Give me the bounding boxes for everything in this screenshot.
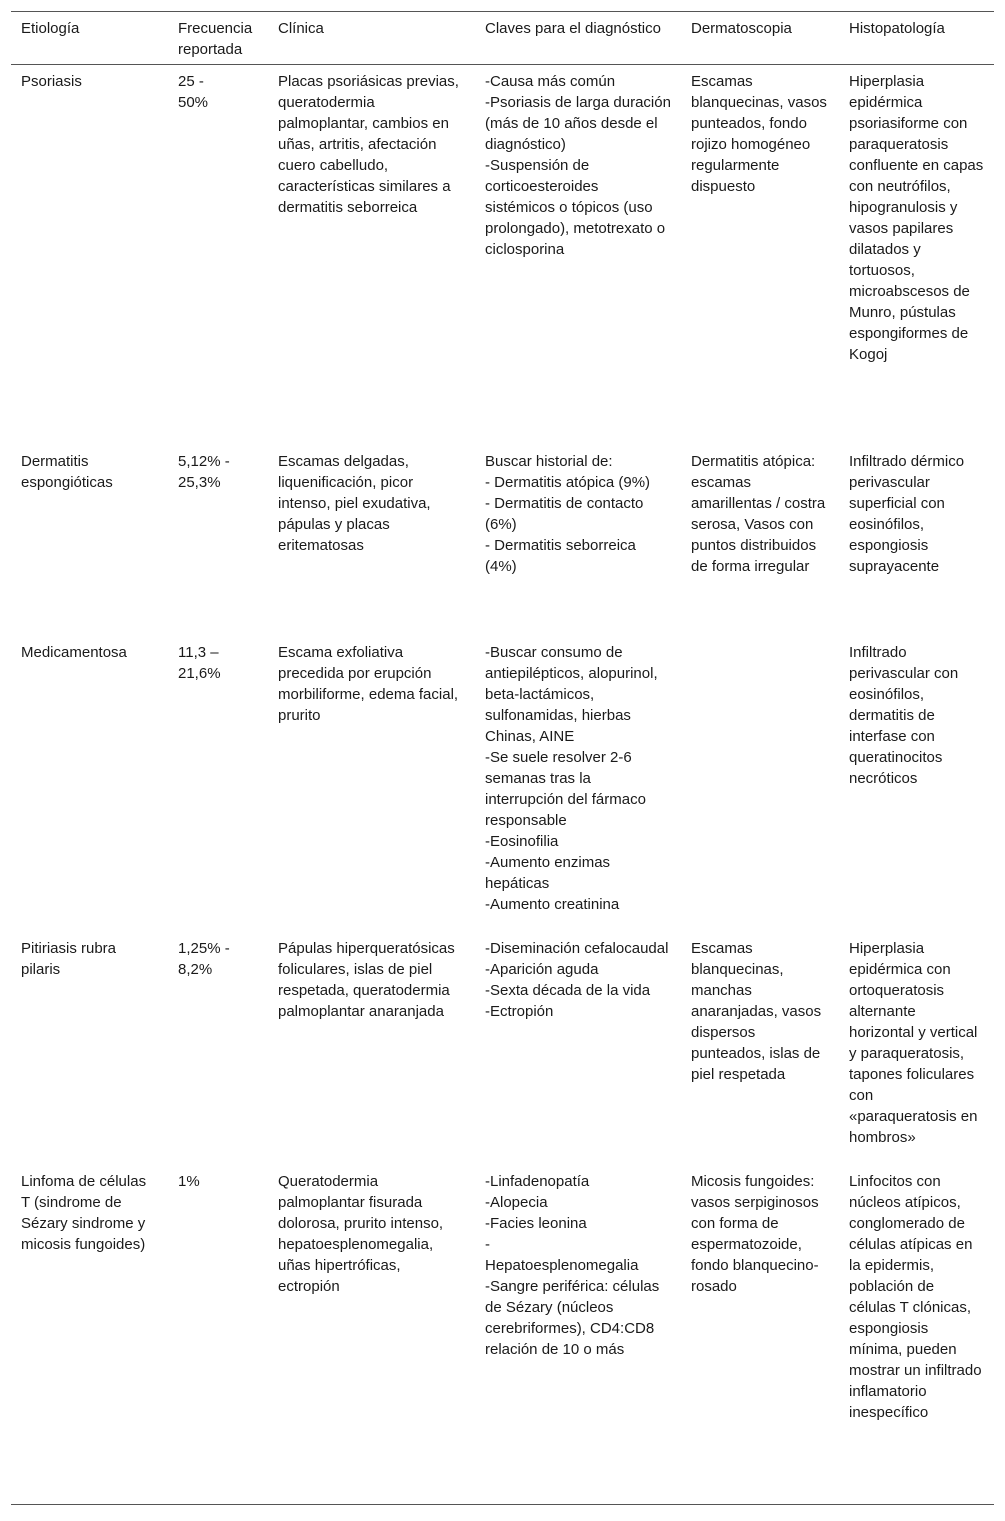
cell-frecuencia: 1,25% - 8,2% xyxy=(168,932,268,1165)
cell-claves: -Buscar consumo de antiepilépticos, alopurinol, beta-lactámicos, sulfonamidas, hierbas Chinas, AINE -Se suele resolver 2-6 semanas tras la interrupción del fármaco responsable -Eosinofilia -Aumento enzimas hepáticas -Aumento creatinina xyxy=(475,636,681,932)
header-row xyxy=(11,12,994,65)
etiology-table xyxy=(11,11,994,1505)
cell-claves: -Linfadenopatía -Alopecia -Facies leonina - Hepatoesplenomegalia -Sangre periférica: células de Sézary (núcleos cerebriformes), CD4:CD8 relación de 10 o más xyxy=(475,1165,681,1505)
cell-etiologia: Dermatitis espongióticas xyxy=(11,445,168,636)
cell-clinica: Pápulas hiperqueratósicas foliculares, islas de piel respetada, queratodermia palmoplantar anaranjada xyxy=(268,932,475,1165)
cell-dermatoscopia: Micosis fungoides: vasos serpiginosos con forma de espermatozoide, fondo blanquecino-rosado xyxy=(681,1165,839,1505)
cell-histopatologia: Hiperplasia epidérmica psoriasiforme con paraqueratosis confluente en capas con neutrófilos, hipogranulosis y vasos papilares dilatados y tortuosos, microabscesos de Munro, pústulas espongiformes de Kogoj xyxy=(839,65,994,445)
cell-frecuencia: 25 - 50% xyxy=(168,65,268,445)
table-header xyxy=(11,12,994,65)
cell-dermatoscopia: Escamas blanquecinas, manchas anaranjadas, vasos dispersos punteados, islas de piel respetada xyxy=(681,932,839,1165)
cell-etiologia: Pitiriasis rubra pilaris xyxy=(11,932,168,1165)
header-frecuencia: Frecuencia reportada xyxy=(178,20,253,58)
table-row xyxy=(11,445,994,636)
table-row xyxy=(11,65,994,445)
cell-frecuencia: 1% xyxy=(168,1165,268,1505)
table-body xyxy=(11,65,994,1505)
cell-claves: Buscar historial de: - Dermatitis atópica (9%) - Dermatitis de contacto (6%) - Dermatitis seborreica (4%) xyxy=(475,445,681,636)
cell-frecuencia: 11,3 – 21,6% xyxy=(168,636,268,932)
cell-histopatologia: Infiltrado dérmico perivascular superficial con eosinófilos, espongiosis suprayacente xyxy=(839,445,994,636)
cell-clinica: Escama exfoliativa precedida por erupción morbiliforme, edema facial, prurito xyxy=(268,636,475,932)
cell-dermatoscopia: Dermatitis atópica: escamas amarillentas / costra serosa, Vasos con puntos distribuidos de forma irregular xyxy=(681,445,839,636)
cell-etiologia: Psoriasis xyxy=(11,65,168,445)
cell-dermatoscopia: Escamas blanquecinas, vasos punteados, fondo rojizo homogéneo regularmente dispuesto xyxy=(681,65,839,445)
cell-etiologia: Medicamentosa xyxy=(11,636,168,932)
cell-claves: -Causa más común -Psoriasis de larga duración (más de 10 años desde el diagnóstico) -Suspensión de corticoesteroides sistémicos o tópicos (uso prolongado), metotrexato o ciclosporina xyxy=(475,65,681,445)
cell-histopatologia: Linfocitos con núcleos atípicos, conglomerado de células atípicas en la epidermis, población de células T clónicas, espongiosis mínima, pueden mostrar un infiltrado inflamatorio inespecífico xyxy=(839,1165,994,1505)
cell-clinica: Placas psoriásicas previas, queratodermia palmoplantar, cambios en uñas, artritis, afectación cuero cabelludo, características similares a dermatitis seborreica xyxy=(268,65,475,445)
table-row xyxy=(11,1165,994,1505)
etiology-table-container xyxy=(11,11,994,1505)
header-clinica: Clínica xyxy=(278,20,324,37)
table-row xyxy=(11,636,994,932)
cell-claves: -Diseminación cefalocaudal -Aparición aguda -Sexta década de la vida -Ectropión xyxy=(475,932,681,1165)
cell-frecuencia: 5,12% - 25,3% xyxy=(168,445,268,636)
header-histopatologia: Histopatología xyxy=(849,20,945,37)
cell-clinica: Escamas delgadas, liquenificación, picor intenso, piel exudativa, pápulas y placas eritematosas xyxy=(268,445,475,636)
header-claves: Claves para el diagnóstico xyxy=(485,20,661,37)
cell-dermatoscopia xyxy=(681,636,839,932)
header-etiologia: Etiología xyxy=(21,20,80,37)
header-dermatoscopia: Dermatoscopia xyxy=(691,20,792,37)
cell-histopatologia: Infiltrado perivascular con eosinófilos, dermatitis de interfase con queratinocitos necróticos xyxy=(839,636,994,932)
cell-etiologia: Linfoma de células T (sindrome de Sézary sindrome y micosis fungoides) xyxy=(11,1165,168,1505)
cell-clinica: Queratodermia palmoplantar fisurada dolorosa, prurito intenso, hepatoesplenomegalia, uñas hipertróficas, ectropión xyxy=(268,1165,475,1505)
cell-histopatologia: Hiperplasia epidérmica con ortoqueratosis alternante horizontal y vertical y paraqueratosis, tapones foliculares con «paraqueratosis en hombros» xyxy=(839,932,994,1165)
table-row xyxy=(11,932,994,1165)
